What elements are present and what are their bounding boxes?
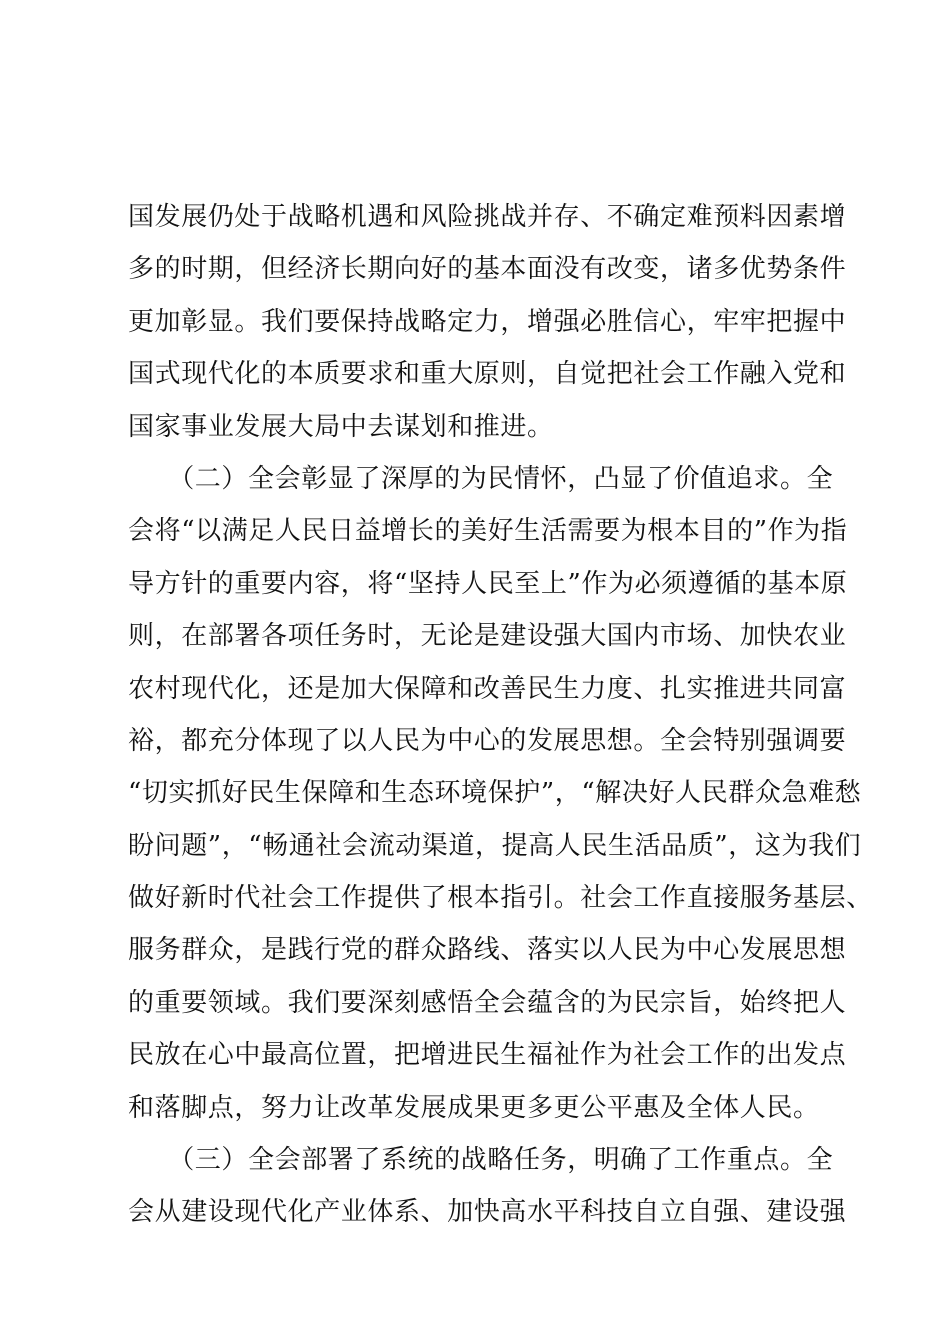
text-line: 会将“以满足人民日益增长的美好生活需要为根本目的”作为指 <box>128 516 848 547</box>
text-line: 国发展仍处于战略机遇和风险挑战并存、不确定难预料因素增 <box>128 202 847 232</box>
body-text <box>128 191 873 1239</box>
text-line: 做好新时代社会工作提供了根本指引。社会工作直接服务基层、 <box>128 883 873 914</box>
text-line: 则，在部署各项任务时，无论是建设强大国内市场、加快农业 <box>128 621 847 652</box>
text-line: 和落脚点，努力让改革发展成果更多更公平惠及全体人民。 <box>128 1092 820 1123</box>
text-line: 服务群众，是践行党的群众路线、落实以人民为中心发展思想 <box>128 935 847 966</box>
text-line: 的重要领域。我们要深刻感悟全会蕴含的为民宗旨，始终把人 <box>128 987 847 1018</box>
text-line: 民放在心中最高位置，把增进民生福祉作为社会工作的出发点 <box>128 1040 847 1071</box>
text-line: 盼问题”，“畅通社会流动渠道，提高人民生活品质”，这为我们 <box>128 830 862 861</box>
text-line: 会从建设现代化产业体系、加快高水平科技自立自强、建设强 <box>128 1197 847 1228</box>
text-line: （二）全会彰显了深厚的为民情怀，凸显了价值追求。全 <box>128 463 834 494</box>
text-line: （三）全会部署了系统的战略任务，明确了工作重点。全 <box>128 1145 834 1176</box>
text-line: 裕，都充分体现了以人民为中心的发展思想。全会特别强调要 <box>128 725 847 756</box>
text-line: 农村现代化，还是加大保障和改善民生力度、扎实推进共同富 <box>128 673 847 704</box>
text-line: 国家事业发展大局中去谋划和推进。 <box>128 411 554 442</box>
text-line: “切实抓好民生保障和生态环境保护”，“解决好人民群众急难愁 <box>128 778 862 809</box>
text-line: 多的时期，但经济长期向好的基本面没有改变，诸多优势条件 <box>128 254 847 285</box>
text-line: 国式现代化的本质要求和重大原则，自觉把社会工作融入党和 <box>128 359 847 390</box>
text-line: 更加彰显。我们要保持战略定力，增强必胜信心，牢牢把握中 <box>128 306 847 337</box>
text-line: 导方针的重要内容，将“坚持人民至上”作为必须遵循的基本原 <box>128 568 848 599</box>
